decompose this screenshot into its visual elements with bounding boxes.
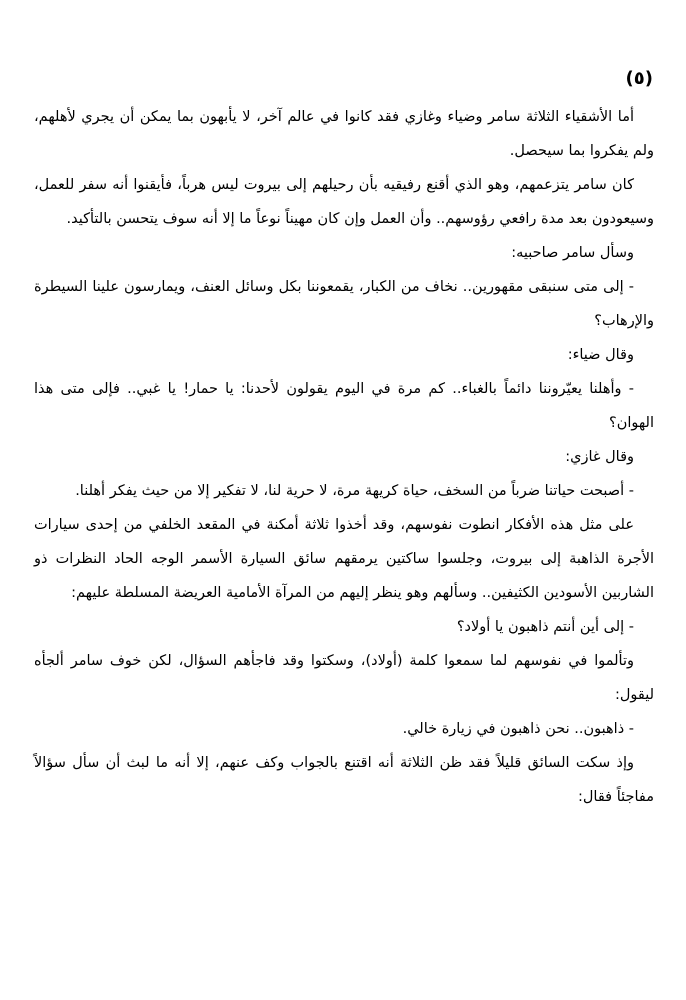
paragraph: وسأل سامر صاحبيه: bbox=[511, 245, 634, 261]
paragraph: - وأهلنا يعيّروننا دائماً بالغباء.. كم مرة في اليوم يقولون لأحدنا: يا حمار! يا غبي.. فإلى متى هذا الهوان؟ bbox=[34, 381, 654, 431]
paragraph: وتألموا في نفوسهم لما سمعوا كلمة (أولاد)، وسكتوا وقد فاجأهم السؤال، لكن خوف سامر ألجأه ليقول: bbox=[34, 653, 654, 703]
paragraph: - إلى أين أنتم ذاهبون يا أولاد؟ bbox=[456, 619, 634, 635]
paragraph: - إلى متى سنبقى مقهورين.. نخاف من الكبار، يقمعوننا بكل وسائل العنف، ويمارسون علينا السيطرة والإرهاب؟ bbox=[34, 279, 654, 329]
paragraph: أما الأشقياء الثلاثة سامر وضياء وغازي فقد كانوا في عالم آخر، لا يأبهون بما يمكن أن يجري لأهلهم، ولم يفكروا بما سيحصل. bbox=[34, 109, 654, 159]
chapter-number: (٥) bbox=[625, 68, 653, 89]
paragraph: وقال ضياء: bbox=[567, 347, 634, 363]
paragraph: - أصبحت حياتنا ضرباً من السخف، حياة كريهة مرة، لا حرية لنا، لا تفكير إلا من حيث يفكر أهلنا. bbox=[75, 483, 634, 499]
body-text bbox=[34, 100, 654, 814]
paragraph: - ذاهبون.. نحن ذاهبون في زيارة خالي. bbox=[402, 721, 634, 737]
paragraph: كان سامر يتزعمهم، وهو الذي أقنع رفيقيه بأن رحيلهم إلى بيروت ليس هرباً، فأيقنوا أنه سفر للعمل، وسيعودون بعد مدة رافعي رؤوسهم.. وأن العمل وإن كان مهيناً نوعاً ما إلا أنه سوف يتحسن بالتأكيد. bbox=[34, 177, 654, 227]
paragraph: وقال غازي: bbox=[565, 449, 634, 465]
paragraph: على مثل هذه الأفكار انطوت نفوسهم، وقد أخذوا ثلاثة أمكنة في المقعد الخلفي من إحدى سيارات الأجرة الذاهبة إلى بيروت، وجلسوا ساكتين يرمقهم سائق السيارة الأسمر الوجه الحاد النظرات ذو الشاربين الأسودين الكثيفين.. وسألهم وهو ينظر إليهم من المرآة الأمامية العريضة المسلطة عليهم: bbox=[34, 517, 654, 601]
paragraph: وإذ سكت السائق قليلاً فقد ظن الثلاثة أنه اقتنع بالجواب وكف عنهم، إلا أنه ما لبث أن سأل سؤالاً مفاجئاً فقال: bbox=[34, 755, 654, 805]
